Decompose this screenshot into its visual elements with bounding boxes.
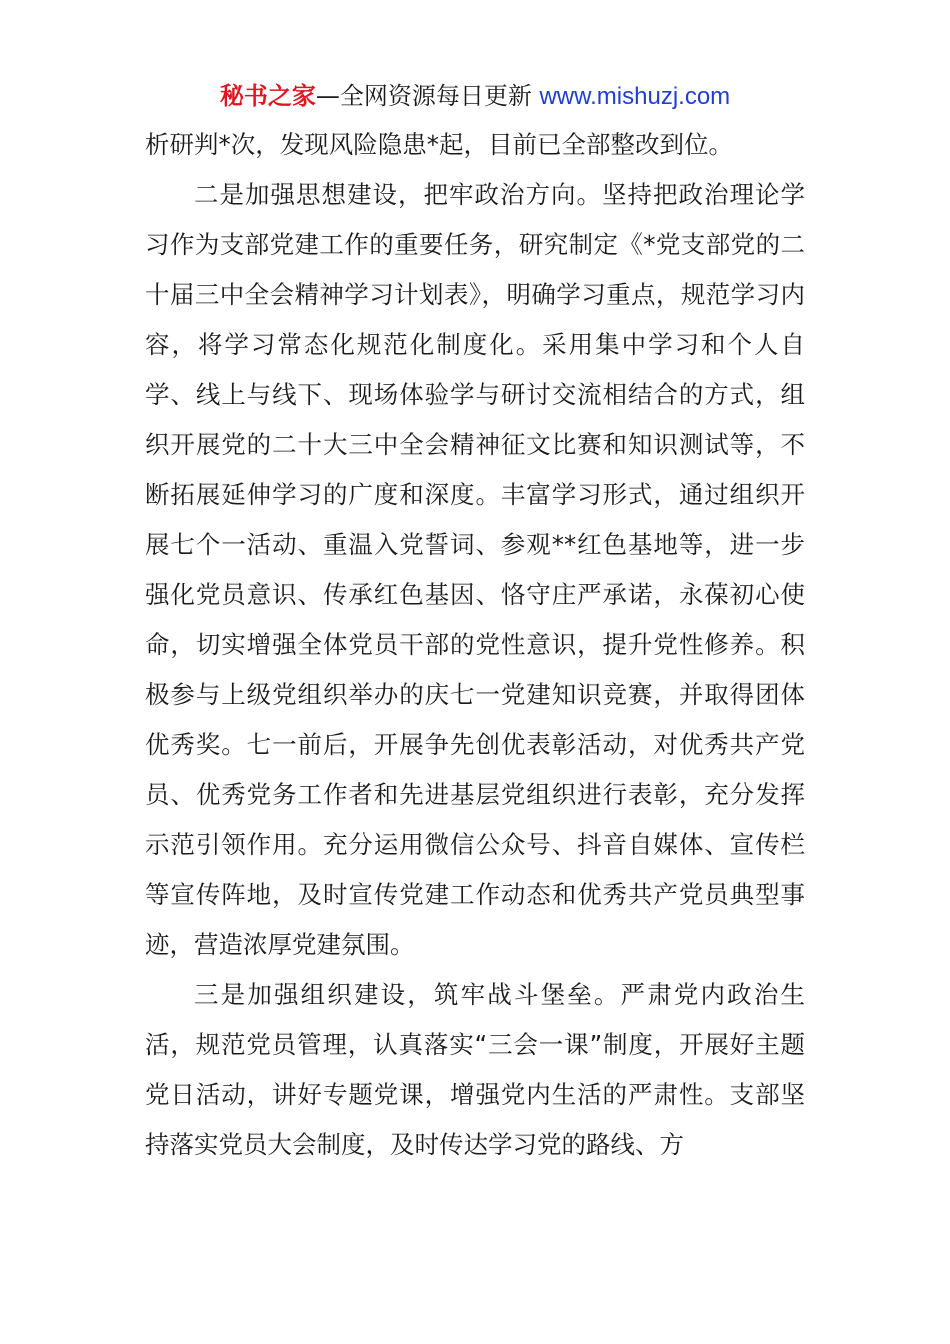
paragraph-organizational-building: 三是加强组织建设，筑牢战斗堡垒。严肃党内政治生活，规范党员管理，认真落实“三会一课”制度，开展好主题党日活动，讲好专题党课，增强党内生活的严肃性。支部坚持落实党员大会制度，及时传达学习党的路线、方 [145, 980, 805, 1159]
site-url-link[interactable]: www.mishuzj.com [539, 83, 731, 110]
document-body [145, 120, 805, 1170]
paragraph-ideological-building: 二是加强思想建设，把牢政治方向。坚持把政治理论学习作为支部党建工作的重要任务，研究制定《*党支部党的二十届三中全会精神学习计划表》，明确学习重点，规范学习内容，将学习常态化规范化制度化。采用集中学习和个人自学、线上与线下、现场体验学与研讨交流相结合的方式，组织开展党的二十大三中全会精神征文比赛和知识测试等，不断拓展延伸学习的广度和深度。丰富学习形式，通过组织开展七个一活动、重温入党誓词、参观**红色基地等，进一步强化党员意识、传承红色基因、恪守庄严承诺，永葆初心使命，切实增强全体党员干部的党性意识，提升党性修养。积极参与上级党组织举办的庆七一党建知识竞赛，并取得团体优秀奖。七一前后，开展争先创优表彰活动，对优秀共产党员、优秀党务工作者和先进基层党组织进行表彰，充分发挥示范引领作用。充分运用微信公众号、抖音自媒体、宣传栏等宣传阵地，及时宣传党建工作动态和优秀共产党员典型事迹，营造浓厚党建氛围。 [145, 180, 805, 959]
header-tagline: —全网资源每日更新 [315, 82, 540, 110]
paragraph-continuation: 析研判*次，发现风险隐患*起，目前已全部整改到位。 [145, 130, 733, 159]
page-header [0, 80, 950, 113]
brand-name: 秘书之家 [219, 82, 316, 110]
